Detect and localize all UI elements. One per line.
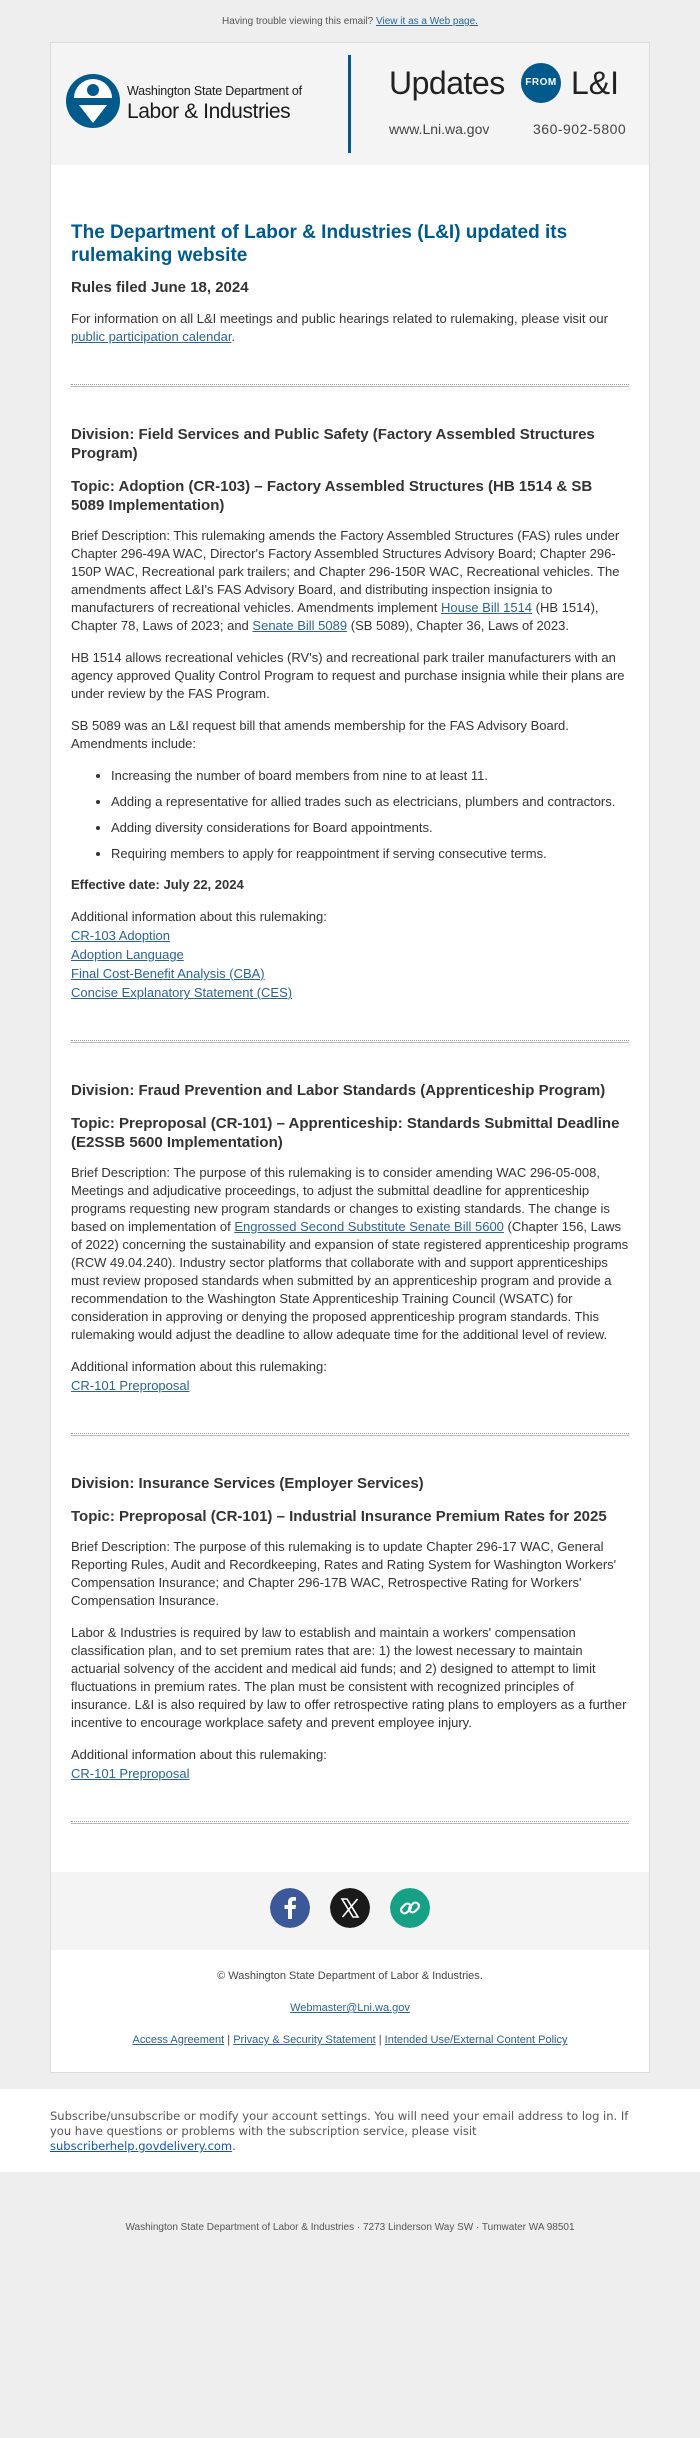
section3-topic: Topic: Preproposal (CR-101) – Industrial Insurance Premium Rates for 2025 xyxy=(71,1508,607,1525)
final-cba-link[interactable]: Final Cost-Benefit Analysis (CBA) xyxy=(71,966,265,981)
section1-brief-c: (SB 5089), Chapter 36, Laws of 2023. xyxy=(350,618,569,633)
section1-brief xyxy=(71,527,629,635)
banner-divider xyxy=(348,55,351,153)
email-card xyxy=(50,42,650,2073)
section-divider xyxy=(71,1433,629,1436)
section3-links xyxy=(71,1764,629,1783)
phone-text: 360-902-5800 xyxy=(533,121,627,137)
intro-paragraph xyxy=(71,310,629,346)
spacer xyxy=(0,2073,700,2089)
headline: The Department of Labor & Industries (L&I) updated its rulemaking website xyxy=(71,222,568,266)
senate-bill-5089-link[interactable]: Senate Bill 5089 xyxy=(252,618,348,633)
section2-topic: Topic: Preproposal (CR-101) – Apprenticeship: Standards Submittal Deadline (E2SSB 5600 Implementation) xyxy=(71,1115,620,1151)
lni-logo[interactable] xyxy=(65,73,355,133)
privacy-security-link[interactable]: Privacy & Security Statement xyxy=(233,2034,376,2046)
section2-links xyxy=(71,1376,629,1395)
section1-brief-a: Brief Description: This rulemaking amends the Factory Assembled Structures (FAS) rules under Chapter 296-49A WAC, Director's Factory Assembled Structures Advisory Board; Chapter 296-150P WAC, Recreational park trailers; and Chapter 296-150R WAC, Recreational vehicles. The amendments affect L&I's FAS Advisory Board, and distributing inspection insignia to manufacturers of recreational vehicles. Amendments implement xyxy=(71,528,620,615)
filed-date: Rules filed June 18, 2024 xyxy=(71,279,249,296)
copyright: © Washington State Department of Labor & Industries. xyxy=(217,1970,483,1982)
x-twitter-icon[interactable] xyxy=(330,1888,370,1928)
from-badge: FROM xyxy=(521,63,561,103)
section1-topic: Topic: Adoption (CR-103) – Factory Assembled Structures (HB 1514 & SB 5089 Implementation) xyxy=(71,478,593,514)
ces-link[interactable]: Concise Explanatory Statement (CES) xyxy=(71,985,293,1000)
legal-separator: | xyxy=(227,2034,231,2046)
section1-division: Division: Field Services and Public Safety (Factory Assembled Structures Program) xyxy=(71,426,595,462)
webmaster-email-link[interactable]: Webmaster@Lni.wa.gov xyxy=(290,2002,410,2014)
e2ssb-5600-link[interactable]: Engrossed Second Substitute Senate Bill 5600 xyxy=(234,1219,504,1234)
section3-additional: Additional information about this rulemaking: xyxy=(71,1747,327,1762)
logo-text xyxy=(127,84,302,124)
website-text: www.Lni.wa.gov xyxy=(389,121,490,137)
view-web-page-link[interactable]: View it as a Web page. xyxy=(376,16,478,27)
adoption-language-link[interactable]: Adoption Language xyxy=(71,947,184,962)
preheader-text: Having trouble viewing this email? xyxy=(222,16,374,27)
cr-101-preproposal-link[interactable]: CR-101 Preproposal xyxy=(71,1378,190,1393)
section1-links xyxy=(71,926,629,1002)
social-bar xyxy=(51,1872,649,1950)
cr-101-preproposal-link[interactable]: CR-101 Preproposal xyxy=(71,1766,190,1781)
subscription-notice xyxy=(0,2089,700,2172)
header-banner xyxy=(51,43,649,165)
intro-text: For information on all L&I meetings and public hearings related to rulemaking, please visit our xyxy=(71,311,608,326)
intro-end: . xyxy=(231,329,236,344)
section1-p2: HB 1514 allows recreational vehicles (RV's) and recreational park trailer manufacturers with an agency approved Quality Control Program to request and purchase insignia while their plans are under review by the FAS Program. xyxy=(71,650,625,701)
share-link-icon[interactable] xyxy=(390,1888,430,1928)
effective-date: Effective date: July 22, 2024 xyxy=(71,877,244,892)
li-title: L&I xyxy=(571,65,620,101)
access-agreement-link[interactable]: Access Agreement xyxy=(132,2034,225,2046)
webmaster-email xyxy=(51,2002,649,2014)
section1-brief-b: (HB 1514), Chapter 78, Laws of 2023; and xyxy=(71,600,599,633)
lni-logo-icon xyxy=(65,73,121,129)
legal-separator: | xyxy=(378,2034,382,2046)
section-divider xyxy=(71,1040,629,1043)
subscribe-end: . xyxy=(232,2139,236,2153)
email-content xyxy=(51,165,649,1824)
section1-additional: Additional information about this rulemaking: xyxy=(71,909,327,924)
intended-use-link[interactable]: Intended Use/External Content Policy xyxy=(384,2034,568,2046)
list-item: • Increasing the number of board members from nine to at least 11. xyxy=(111,767,629,785)
section2-brief-a: Brief Description: The purpose of this rulemaking is to consider amending WAC 296-05-008, Meetings and adjudicative proceedings, to adjust the submittal deadline for apprenticeship programs requesting new program standards or changes to existing standards. The change is based on implementation of xyxy=(71,1165,610,1234)
logo-line1: Washington State Department of xyxy=(127,84,302,98)
facebook-icon[interactable] xyxy=(270,1888,310,1928)
section3-brief: Brief Description: The purpose of this rulemaking is to update Chapter 296-17 WAC, General Reporting Rules, Audit and Recordkeeping, Rates and Rating System for Washington Workers' Compensation Insurance; and Chapter 296-17B WAC, Retrospective Rating for Workers' Compensation Insurance. xyxy=(71,1539,617,1608)
public-participation-calendar-link[interactable]: public participation calendar xyxy=(71,329,232,344)
postal-address: Washington State Department of Labor & Industries · 7273 Linderson Way SW · Tumwater WA 98501 xyxy=(125,2222,575,2233)
section-divider xyxy=(71,384,629,387)
amendments-list xyxy=(71,767,629,863)
list-item: • Requiring members to apply for reappointment if serving consecutive terms. xyxy=(111,845,629,863)
section2-division: Division: Fraud Prevention and Labor Standards (Apprenticeship Program) xyxy=(71,1082,606,1099)
legal-links xyxy=(51,2034,649,2046)
subscribe-text: Subscribe/unsubscribe or modify your account settings. You will need your email address to log in. If you have questions or problems with the subscription service, please visit xyxy=(50,2109,629,2138)
section3-p2: Labor & Industries is required by law to establish and maintain a workers' compensation classification plan, and to set premium rates that are: 1) the lowest necessary to maintain actuarial solvency of the accident and medical aid funds; and 2) designed to attempt to limit fluctuations in premium rates. The plan must be consistent with recognized principles of insurance. L&I is also required by law to offer retrospective rating plans to employers as a further incentive to encourage workplace safety and prevent employee injury. xyxy=(71,1625,627,1730)
section2-brief xyxy=(71,1164,629,1344)
updates-title: Updates xyxy=(389,65,505,101)
list-item: • Adding diversity considerations for Board appointments. xyxy=(111,819,629,837)
section-divider xyxy=(71,1821,629,1824)
house-bill-1514-link[interactable]: House Bill 1514 xyxy=(440,600,533,615)
logo-line2: Labor & Industries xyxy=(127,100,291,123)
cr-103-adoption-link[interactable]: CR-103 Adoption xyxy=(71,928,171,943)
subscriber-help-link[interactable]: subscriberhelp.govdelivery.com xyxy=(50,2139,233,2153)
preheader xyxy=(0,0,700,42)
section3-division: Division: Insurance Services (Employer Services) xyxy=(71,1475,424,1492)
card-footer xyxy=(51,1950,649,2072)
section2-additional: Additional information about this rulemaking: xyxy=(71,1359,327,1374)
section1-p3: SB 5089 was an L&I request bill that amends membership for the FAS Advisory Board. Amendments include: xyxy=(71,718,569,751)
list-item: • Adding a representative for allied trades such as electricians, plumbers and contractors. xyxy=(111,793,629,811)
section2-brief-b: (Chapter 156, Laws of 2022) concerning the sustainability and expansion of state registered apprenticeship programs (RCW 49.04.240). Industry sector platforms that collaborate with and support apprenticeships must review proposed standards when submitted by an apprenticeship program and provide a recommendation to the Washington State Apprenticeship Training Council (WSATC) for consideration in approving or denying the proposed apprenticeship program standards. This rulemaking would adjust the deadline to allow adequate time for the additional level of review. xyxy=(71,1219,629,1342)
